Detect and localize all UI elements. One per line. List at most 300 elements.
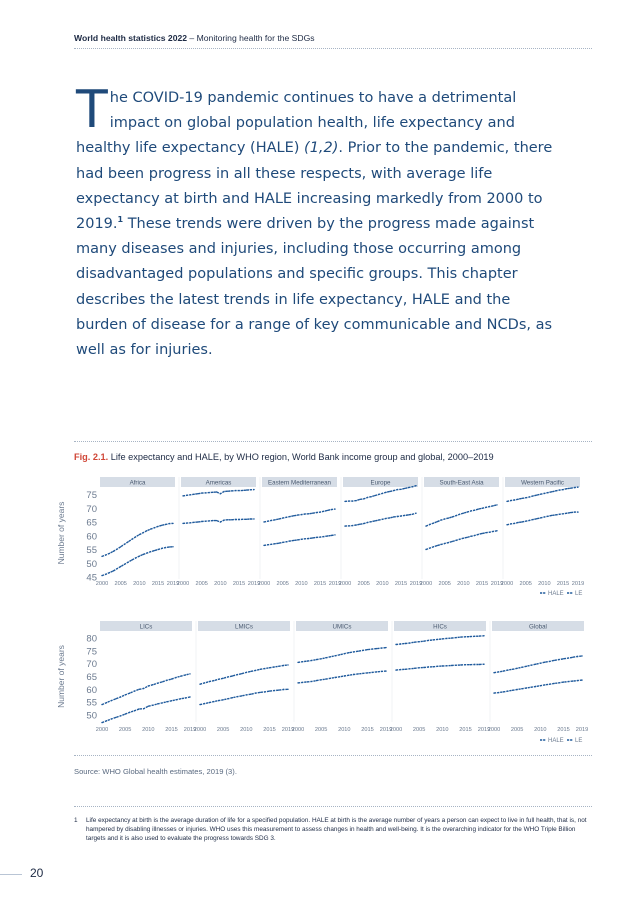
x-tick-label: 2015 (361, 727, 374, 733)
data-point-hale (287, 689, 288, 690)
x-tick-label: 2019 (166, 581, 180, 587)
data-point-le (113, 551, 114, 552)
data-point-hale (213, 701, 214, 702)
data-point-hale (581, 679, 582, 680)
data-point-hale (312, 537, 313, 538)
data-point-le (393, 490, 394, 491)
data-point-hale (376, 671, 377, 672)
data-point-hale (242, 519, 243, 520)
data-point-le (154, 527, 155, 528)
data-point-le (116, 549, 117, 550)
data-point-hale (216, 520, 217, 521)
data-point-hale (283, 689, 284, 690)
data-point-hale (485, 532, 486, 533)
data-point-hale (389, 517, 390, 518)
data-point-hale (483, 664, 484, 665)
data-point-hale (250, 518, 251, 519)
data-point-hale (512, 690, 513, 691)
data-point-hale (478, 534, 479, 535)
data-point-le (448, 517, 449, 518)
panel-title: South-East Asia (439, 479, 484, 487)
data-point-le (106, 702, 107, 703)
data-point-le (316, 512, 317, 513)
data-point-hale (148, 706, 149, 707)
data-point-hale (544, 516, 545, 517)
data-point-le (452, 516, 453, 517)
data-point-hale (442, 665, 443, 666)
data-point-hale (157, 703, 158, 704)
data-point-hale (481, 533, 482, 534)
y-tick-label: 60 (86, 684, 97, 696)
data-point-hale (567, 681, 568, 682)
data-point-le (455, 515, 456, 516)
data-point-hale (549, 684, 550, 685)
data-point-le (400, 489, 401, 490)
data-point-hale (367, 672, 368, 673)
data-point-hale (157, 549, 158, 550)
data-point-le (574, 487, 575, 488)
data-point-hale (319, 536, 320, 537)
data-point-hale (563, 681, 564, 682)
data-point-le (535, 664, 536, 665)
data-point-le (530, 665, 531, 666)
data-point-hale (510, 523, 511, 524)
y-tick-label: 70 (86, 503, 97, 515)
data-point-hale (540, 685, 541, 686)
data-point-le (172, 523, 173, 524)
data-point-le (269, 667, 270, 668)
data-point-le (152, 684, 153, 685)
data-point-hale (440, 544, 441, 545)
data-point-le (544, 493, 545, 494)
data-point-hale (371, 672, 372, 673)
data-point-le (433, 522, 434, 523)
data-point-hale (152, 705, 153, 706)
x-tick-label: 2015 (151, 581, 165, 587)
data-point-hale (171, 700, 172, 701)
data-point-le (544, 662, 545, 663)
data-point-hale (264, 691, 265, 692)
data-point-hale (456, 665, 457, 666)
data-point-hale (182, 523, 183, 524)
data-point-le (526, 666, 527, 667)
x-tick-label: 2019 (477, 727, 491, 733)
data-point-hale (374, 520, 375, 521)
data-point-le (503, 670, 504, 671)
data-point-le (308, 513, 309, 514)
footnote-rule (74, 806, 592, 807)
data-point-le (250, 671, 251, 672)
data-point-hale (400, 669, 401, 670)
source-text: Source: WHO Global health estimates, 2019 (74, 767, 226, 776)
y-tick-label: 55 (86, 545, 97, 556)
data-point-hale (409, 668, 410, 669)
data-point-le (359, 499, 360, 500)
data-point-hale (273, 690, 274, 691)
data-point-hale (446, 665, 447, 666)
data-point-hale (469, 664, 470, 665)
data-point-hale (517, 689, 518, 690)
data-point-hale (382, 519, 383, 520)
data-point-hale (161, 548, 162, 549)
data-point-le (581, 655, 582, 656)
data-point-le (194, 494, 195, 495)
data-point-le (404, 488, 405, 489)
data-point-hale (124, 564, 125, 565)
footnote-ref[interactable]: 1 (117, 215, 124, 225)
data-point-le (517, 668, 518, 669)
data-point-hale (135, 557, 136, 558)
data-point-hale (348, 525, 349, 526)
x-tick-label: 2015 (557, 727, 570, 733)
data-point-hale (194, 522, 195, 523)
data-point-le (466, 511, 467, 512)
data-point-hale (331, 535, 332, 536)
series-line-hale (396, 664, 484, 670)
x-tick-label: 2000 (193, 727, 207, 733)
data-point-hale (236, 696, 237, 697)
y-tick-label: 80 (86, 633, 97, 645)
series-line-le (298, 648, 386, 663)
data-point-hale (572, 680, 573, 681)
data-point-le (190, 494, 191, 495)
data-point-le (397, 489, 398, 490)
data-point-le (142, 532, 143, 533)
data-point-le (115, 698, 116, 699)
data-point-hale (150, 551, 151, 552)
data-point-le (507, 669, 508, 670)
data-point-hale (536, 518, 537, 519)
data-point-le (485, 507, 486, 508)
data-point-le (498, 671, 499, 672)
data-point-le (437, 639, 438, 640)
data-point-hale (304, 538, 305, 539)
intro-citation[interactable]: (1,2) (304, 140, 339, 157)
panel-title: LICs (139, 623, 153, 631)
panel-title: Americas (205, 479, 232, 487)
data-point-hale (574, 511, 575, 512)
data-point-le (162, 681, 163, 682)
data-point-hale (493, 531, 494, 532)
data-point-hale (205, 521, 206, 522)
x-tick-label: 2019 (281, 727, 295, 733)
data-point-le (566, 488, 567, 489)
data-point-hale (278, 543, 279, 544)
source-suffix: . (234, 767, 237, 776)
source-citation[interactable]: (3) (225, 767, 235, 776)
data-point-le (334, 508, 335, 509)
data-point-le (456, 637, 457, 638)
data-point-le (577, 486, 578, 487)
data-point-le (463, 513, 464, 514)
data-point-le (253, 489, 254, 490)
data-point-hale (451, 665, 452, 666)
data-point-le (213, 680, 214, 681)
y-tick-label: 75 (86, 646, 97, 658)
data-point-le (101, 704, 102, 705)
data-point-le (307, 660, 308, 661)
data-point-hale (209, 702, 210, 703)
data-point-hale (250, 694, 251, 695)
x-tick-label: 2015 (263, 727, 276, 733)
data-point-le (201, 492, 202, 493)
data-point-hale (526, 687, 527, 688)
data-point-hale (348, 675, 349, 676)
data-point-le (255, 670, 256, 671)
drop-cap: T (76, 80, 108, 140)
series-line-le (494, 656, 582, 673)
data-point-hale (101, 575, 102, 576)
x-tick-label: 2019 (571, 581, 585, 587)
data-point-le (134, 690, 135, 691)
data-point-hale (111, 718, 112, 719)
data-point-hale (269, 690, 270, 691)
data-point-le (131, 539, 132, 540)
data-point-hale (209, 520, 210, 521)
data-point-le (429, 524, 430, 525)
data-point-hale (267, 544, 268, 545)
data-point-hale (415, 513, 416, 514)
data-point-le (227, 676, 228, 677)
y-tick-label: 50 (86, 558, 97, 570)
data-point-le (139, 534, 140, 535)
data-point-le (325, 657, 326, 658)
data-point-hale (275, 543, 276, 544)
x-tick-label: 2010 (338, 727, 351, 733)
y-tick-label: 65 (86, 672, 97, 683)
data-point-hale (521, 521, 522, 522)
data-point-hale (521, 688, 522, 689)
x-tick-label: 2010 (214, 581, 227, 587)
data-point-hale (535, 686, 536, 687)
data-point-hale (437, 545, 438, 546)
data-point-hale (385, 518, 386, 519)
data-point-hale (518, 522, 519, 523)
data-point-hale (134, 710, 135, 711)
series-line-le (396, 636, 484, 645)
data-point-le (297, 662, 298, 663)
data-point-le (489, 506, 490, 507)
data-point-le (209, 492, 210, 493)
x-tick-label: 2000 (95, 727, 109, 733)
data-point-hale (540, 517, 541, 518)
data-point-le (559, 489, 560, 490)
data-point-le (186, 495, 187, 496)
data-point-le (353, 651, 354, 652)
data-point-le (235, 490, 236, 491)
data-point-hale (101, 722, 102, 723)
x-tick-label: 2015 (475, 581, 489, 587)
data-point-le (109, 553, 110, 554)
page-number-bar (0, 874, 22, 875)
data-point-hale (444, 543, 445, 544)
data-point-hale (138, 708, 139, 709)
data-point-hale (400, 515, 401, 516)
x-tick-label: 2019 (247, 581, 261, 587)
data-point-le (138, 689, 139, 690)
x-tick-label: 2015 (459, 727, 472, 733)
data-point-le (437, 521, 438, 522)
data-point-hale (493, 692, 494, 693)
data-point-hale (577, 511, 578, 512)
header-title: World health statistics 2022 (74, 33, 188, 43)
data-point-le (120, 696, 121, 697)
x-tick-label: 2000 (389, 727, 403, 733)
data-point-le (551, 491, 552, 492)
data-point-le (223, 491, 224, 492)
data-point-hale (459, 539, 460, 540)
x-tick-label: 2000 (338, 581, 352, 587)
data-point-le (339, 654, 340, 655)
data-point-hale (282, 542, 283, 543)
data-point-le (362, 650, 363, 651)
data-point-le (135, 536, 136, 537)
legend-label: LE (575, 591, 583, 597)
data-point-le (199, 684, 200, 685)
data-point-hale (172, 546, 173, 547)
data-point-le (419, 641, 420, 642)
data-point-hale (308, 538, 309, 539)
data-point-hale (330, 678, 331, 679)
data-point-le (555, 490, 556, 491)
data-point-hale (503, 691, 504, 692)
data-point-le (395, 644, 396, 645)
data-point-hale (489, 532, 490, 533)
data-point-le (423, 641, 424, 642)
data-point-le (209, 681, 210, 682)
y-axis-label: Number of years (56, 501, 66, 565)
data-point-hale (479, 664, 480, 665)
data-point-le (547, 492, 548, 493)
x-tick-label: 2015 (394, 581, 408, 587)
data-point-hale (185, 697, 186, 698)
panel-title: Eastern Mediterranean (268, 479, 331, 487)
data-point-hale (128, 561, 129, 562)
data-point-hale (455, 540, 456, 541)
data-point-le (242, 490, 243, 491)
data-point-le (301, 514, 302, 515)
data-point-hale (562, 513, 563, 514)
y-tick-label: 55 (86, 697, 97, 709)
data-point-hale (577, 680, 578, 681)
data-point-hale (253, 518, 254, 519)
data-point-le (216, 491, 217, 492)
data-point-le (352, 500, 353, 501)
data-point-le (143, 688, 144, 689)
data-point-hale (323, 536, 324, 537)
data-point-le (371, 648, 372, 649)
data-point-le (161, 525, 162, 526)
data-point-le (264, 668, 265, 669)
data-point-le (567, 657, 568, 658)
data-point-le (415, 485, 416, 486)
figure-bottom-rule (74, 755, 592, 756)
data-point-le (483, 635, 484, 636)
data-point-hale (498, 692, 499, 693)
data-point-hale (437, 666, 438, 667)
data-point-hale (199, 704, 200, 705)
data-point-hale (120, 566, 121, 567)
data-point-le (236, 674, 237, 675)
data-point-hale (165, 547, 166, 548)
x-tick-label: 2000 (95, 581, 109, 587)
data-point-le (460, 636, 461, 637)
data-point-hale (175, 699, 176, 700)
data-point-hale (316, 680, 317, 681)
data-point-hale (113, 570, 114, 571)
data-point-hale (385, 670, 386, 671)
data-point-hale (241, 695, 242, 696)
data-point-le (432, 639, 433, 640)
data-point-le (283, 665, 284, 666)
data-point-le (327, 510, 328, 511)
data-point-hale (186, 522, 187, 523)
data-point-hale (255, 692, 256, 693)
data-point-hale (212, 520, 213, 521)
data-point-le (302, 661, 303, 662)
data-point-hale (570, 512, 571, 513)
data-point-hale (302, 682, 303, 683)
data-point-hale (558, 682, 559, 683)
data-point-le (238, 490, 239, 491)
data-point-le (297, 514, 298, 515)
data-point-hale (238, 519, 239, 520)
data-point-hale (115, 717, 116, 718)
data-point-hale (162, 702, 163, 703)
data-point-le (570, 488, 571, 489)
data-point-le (479, 635, 480, 636)
data-point-hale (297, 539, 298, 540)
panel-title: LMICs (235, 623, 253, 631)
data-point-le (371, 496, 372, 497)
data-point-le (263, 521, 264, 522)
data-point-le (319, 511, 320, 512)
data-point-hale (334, 534, 335, 535)
data-point-hale (278, 689, 279, 690)
data-point-le (344, 653, 345, 654)
data-point-hale (397, 516, 398, 517)
data-point-le (563, 658, 564, 659)
legend-label: HALE (548, 591, 564, 597)
series-line-hale (298, 671, 386, 683)
data-point-le (440, 519, 441, 520)
data-point-hale (263, 545, 264, 546)
data-point-le (348, 500, 349, 501)
series-line-le (426, 505, 497, 526)
data-point-hale (363, 523, 364, 524)
x-tick-label: 2015 (556, 581, 570, 587)
data-point-hale (559, 514, 560, 515)
x-tick-label: 2000 (419, 581, 433, 587)
data-point-le (442, 638, 443, 639)
data-point-le (385, 647, 386, 648)
x-tick-label: 2019 (328, 581, 342, 587)
data-point-le (146, 530, 147, 531)
data-point-hale (452, 541, 453, 542)
data-point-hale (423, 667, 424, 668)
x-tick-label: 2010 (240, 727, 253, 733)
data-point-hale (378, 519, 379, 520)
data-point-hale (474, 535, 475, 536)
data-point-le (125, 694, 126, 695)
x-tick-label: 2010 (457, 581, 470, 587)
data-point-hale (460, 664, 461, 665)
data-point-le (182, 495, 183, 496)
data-point-le (169, 523, 170, 524)
data-point-hale (448, 542, 449, 543)
x-tick-label: 2000 (291, 727, 305, 733)
data-point-le (577, 656, 578, 657)
